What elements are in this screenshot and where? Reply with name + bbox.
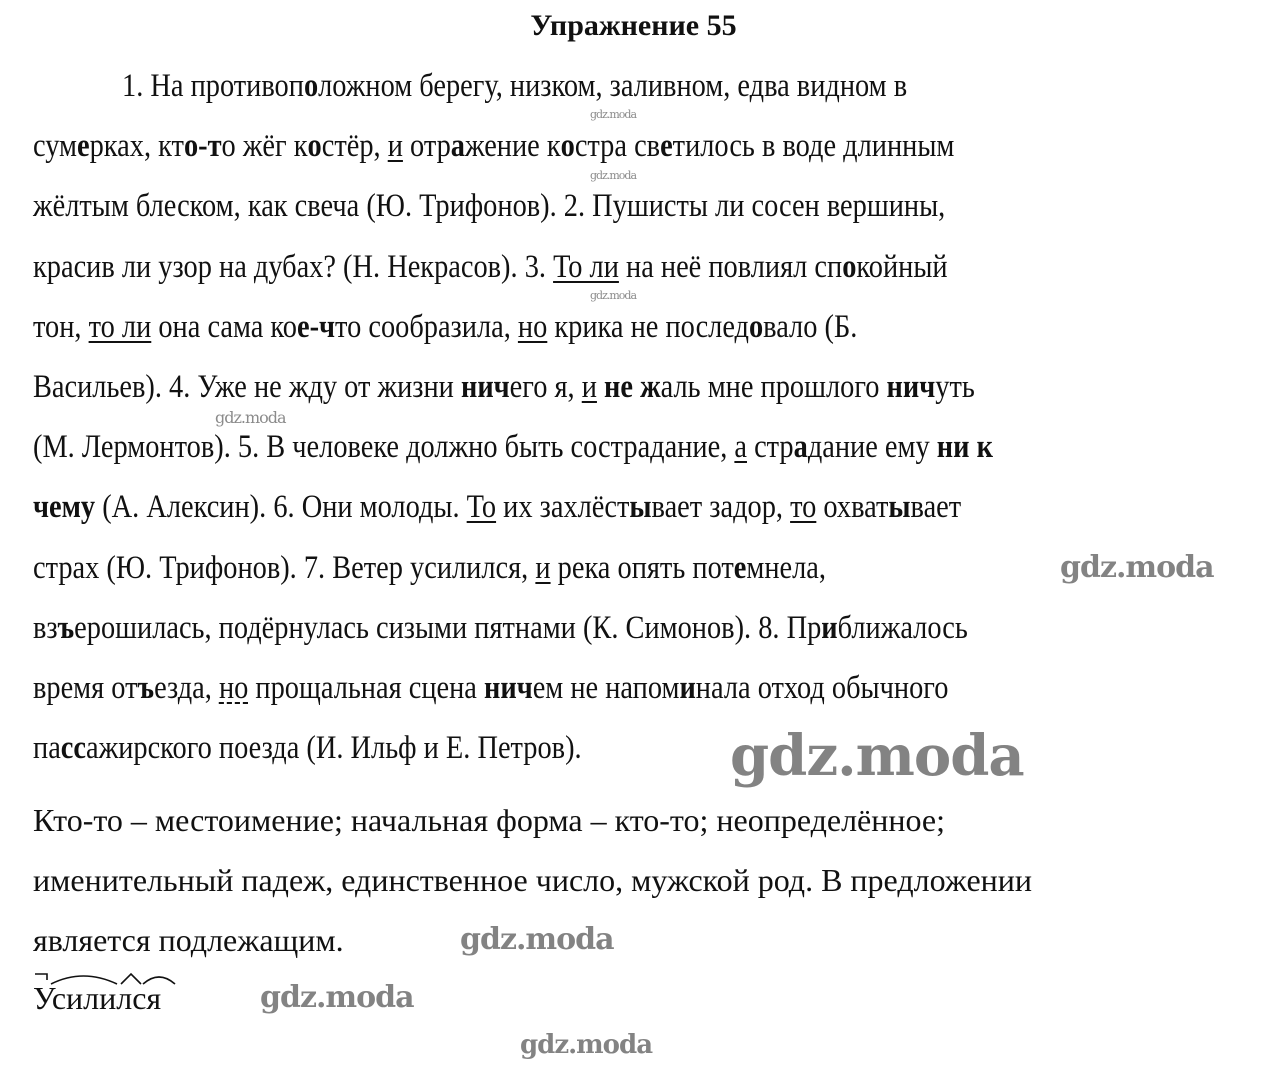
text-line bbox=[33, 427, 993, 467]
bold-segment: о-т bbox=[183, 128, 222, 165]
bold-segment: о bbox=[842, 248, 857, 285]
text-line bbox=[33, 186, 945, 226]
text-line bbox=[33, 247, 948, 287]
bold-segment: а bbox=[450, 128, 465, 165]
text-segment: ерошилась, подёрнулась сизыми пятнами (К. Симонов). 8. Пр bbox=[74, 609, 822, 646]
bold-segment: ъ bbox=[57, 609, 75, 646]
underlined-segment: То ли bbox=[553, 248, 619, 285]
text-line bbox=[33, 307, 857, 347]
text-segment: охват bbox=[816, 489, 889, 526]
text-segment: о жёг к bbox=[221, 128, 308, 165]
text-segment: койный bbox=[856, 248, 948, 285]
text-segment: дание ему bbox=[807, 429, 937, 466]
text-segment: стёр, bbox=[321, 128, 388, 165]
morpheme-marks-icon bbox=[33, 970, 183, 990]
watermark: gdz.moda bbox=[260, 980, 414, 1015]
text-segment: тилось в воде длинным bbox=[672, 128, 955, 165]
bold-segment: и bbox=[821, 609, 838, 646]
text-segment: красив ли узор на дубах? (Н. Некрасов). 3. bbox=[33, 248, 554, 285]
text-segment: (М. Лермонтов). 5. В человеке должно быть сострадание, bbox=[33, 429, 735, 466]
text-segment: езда, bbox=[154, 670, 219, 706]
text-segment: ближалось bbox=[837, 609, 968, 646]
underlined-segment: то ли bbox=[88, 308, 152, 345]
text-segment: время от bbox=[33, 670, 138, 706]
bold-segment: ъ bbox=[137, 670, 155, 706]
watermark: gdz.moda bbox=[590, 108, 637, 121]
text-segment: нала отход обычного bbox=[695, 670, 949, 706]
text-segment: стра св bbox=[574, 128, 661, 165]
text-segment: Васильев). 4. Уже не жду от жизни bbox=[33, 369, 461, 405]
bold-segment: и bbox=[679, 670, 696, 706]
bold-segment: ы bbox=[888, 489, 911, 526]
exercise-title: Упражнение 55 bbox=[530, 9, 737, 42]
bold-segment: сс bbox=[60, 730, 86, 767]
underlined-segment: но bbox=[218, 670, 249, 706]
watermark: gdz.moda bbox=[1060, 550, 1214, 585]
bold-segment: е-ч bbox=[296, 308, 336, 345]
bold-segment: чему bbox=[33, 489, 96, 526]
bold-segment: нич bbox=[460, 369, 510, 405]
text-segment: сум bbox=[33, 128, 78, 165]
text-segment: жёлтым блеском, как свеча (Ю. Трифонов). 2. Пушисты ли сосен вершины, bbox=[33, 188, 946, 225]
text-segment: ем не напом bbox=[532, 670, 680, 706]
bold-segment: нич bbox=[886, 369, 936, 405]
watermark: gdz.moda bbox=[215, 408, 286, 427]
text-line bbox=[33, 126, 954, 166]
text-segment: жение к bbox=[464, 128, 561, 165]
underlined-segment: то bbox=[790, 489, 817, 526]
text-segment: вало (Б. bbox=[763, 308, 858, 345]
text-line bbox=[33, 608, 968, 648]
watermark: gdz.moda bbox=[590, 169, 637, 182]
text-segment: вает bbox=[910, 489, 962, 526]
analysis-line: именительный падеж, единственное число, мужской род. В предложении bbox=[33, 862, 1033, 898]
text-segment: мнела, bbox=[746, 549, 827, 586]
watermark: gdz.moda bbox=[460, 922, 614, 957]
text-line bbox=[33, 367, 975, 407]
text-segment: па bbox=[33, 730, 61, 767]
bold-segment: о bbox=[748, 308, 764, 345]
text-segment bbox=[597, 369, 604, 405]
text-line bbox=[122, 66, 907, 106]
text-segment: их захлёст bbox=[496, 489, 630, 526]
bold-segment: ы bbox=[629, 489, 652, 526]
text-segment: вз bbox=[33, 609, 58, 646]
underlined-segment: и bbox=[387, 128, 403, 165]
text-line bbox=[33, 728, 582, 768]
morpheme-word: Усилился bbox=[33, 980, 162, 1016]
bold-segment: е bbox=[660, 128, 673, 165]
text-segment: (А. Алексин). 6. Они молоды. bbox=[95, 489, 467, 526]
bold-segment: о bbox=[303, 68, 319, 104]
underlined-segment: но bbox=[517, 308, 548, 345]
bold-segment: о bbox=[307, 128, 322, 165]
text-segment: тон, bbox=[33, 308, 89, 345]
text-segment: она сама ко bbox=[151, 308, 297, 345]
bold-segment: ни к bbox=[936, 429, 993, 466]
bold-segment: е bbox=[77, 128, 90, 165]
underlined-segment: и bbox=[581, 369, 597, 405]
text-segment: прощальная сцена bbox=[248, 670, 485, 706]
text-line bbox=[33, 668, 948, 708]
text-segment: крика не послед bbox=[547, 308, 749, 345]
text-segment: его я, bbox=[509, 369, 582, 405]
text-segment: вает задор, bbox=[651, 489, 791, 526]
underlined-segment: и bbox=[535, 549, 551, 586]
text-segment: отр bbox=[402, 128, 451, 165]
underlined-segment: а bbox=[734, 429, 747, 466]
text-segment: на неё повлиял сп bbox=[618, 248, 843, 285]
text-segment: аль мне прошлого bbox=[660, 369, 887, 405]
text-segment: ложном берегу, низком, заливном, едва видном в bbox=[318, 68, 908, 104]
underlined-segment: То bbox=[466, 489, 497, 526]
text-segment: рках, кт bbox=[89, 128, 184, 165]
bold-segment: е bbox=[733, 549, 747, 586]
morpheme-analysis bbox=[33, 978, 161, 1018]
watermark: gdz.moda bbox=[520, 1030, 653, 1060]
bold-segment: о bbox=[560, 128, 575, 165]
text-segment: страх (Ю. Трифонов). 7. Ветер усилился, bbox=[33, 549, 536, 586]
watermark: gdz.moda bbox=[730, 723, 1024, 789]
text-line bbox=[33, 487, 961, 527]
text-segment: уть bbox=[935, 369, 975, 405]
watermark: gdz.moda bbox=[590, 289, 637, 302]
bold-segment: не ж bbox=[604, 369, 661, 405]
bold-segment: нич bbox=[484, 670, 533, 706]
bold-segment: а bbox=[793, 429, 808, 466]
text-segment: стр bbox=[746, 429, 794, 466]
text-segment: ажирского поезда (И. Ильф и Е. Петров). bbox=[85, 730, 582, 767]
analysis-line: является подлежащим. bbox=[33, 922, 344, 958]
text-segment: 1. На противоп bbox=[122, 68, 304, 104]
analysis-line: Кто-то – местоимение; начальная форма – кто-то; неопределённое; bbox=[33, 802, 945, 838]
text-segment: то сообразила, bbox=[335, 308, 518, 345]
text-line bbox=[33, 548, 826, 588]
text-segment: река опять пот bbox=[550, 549, 734, 586]
